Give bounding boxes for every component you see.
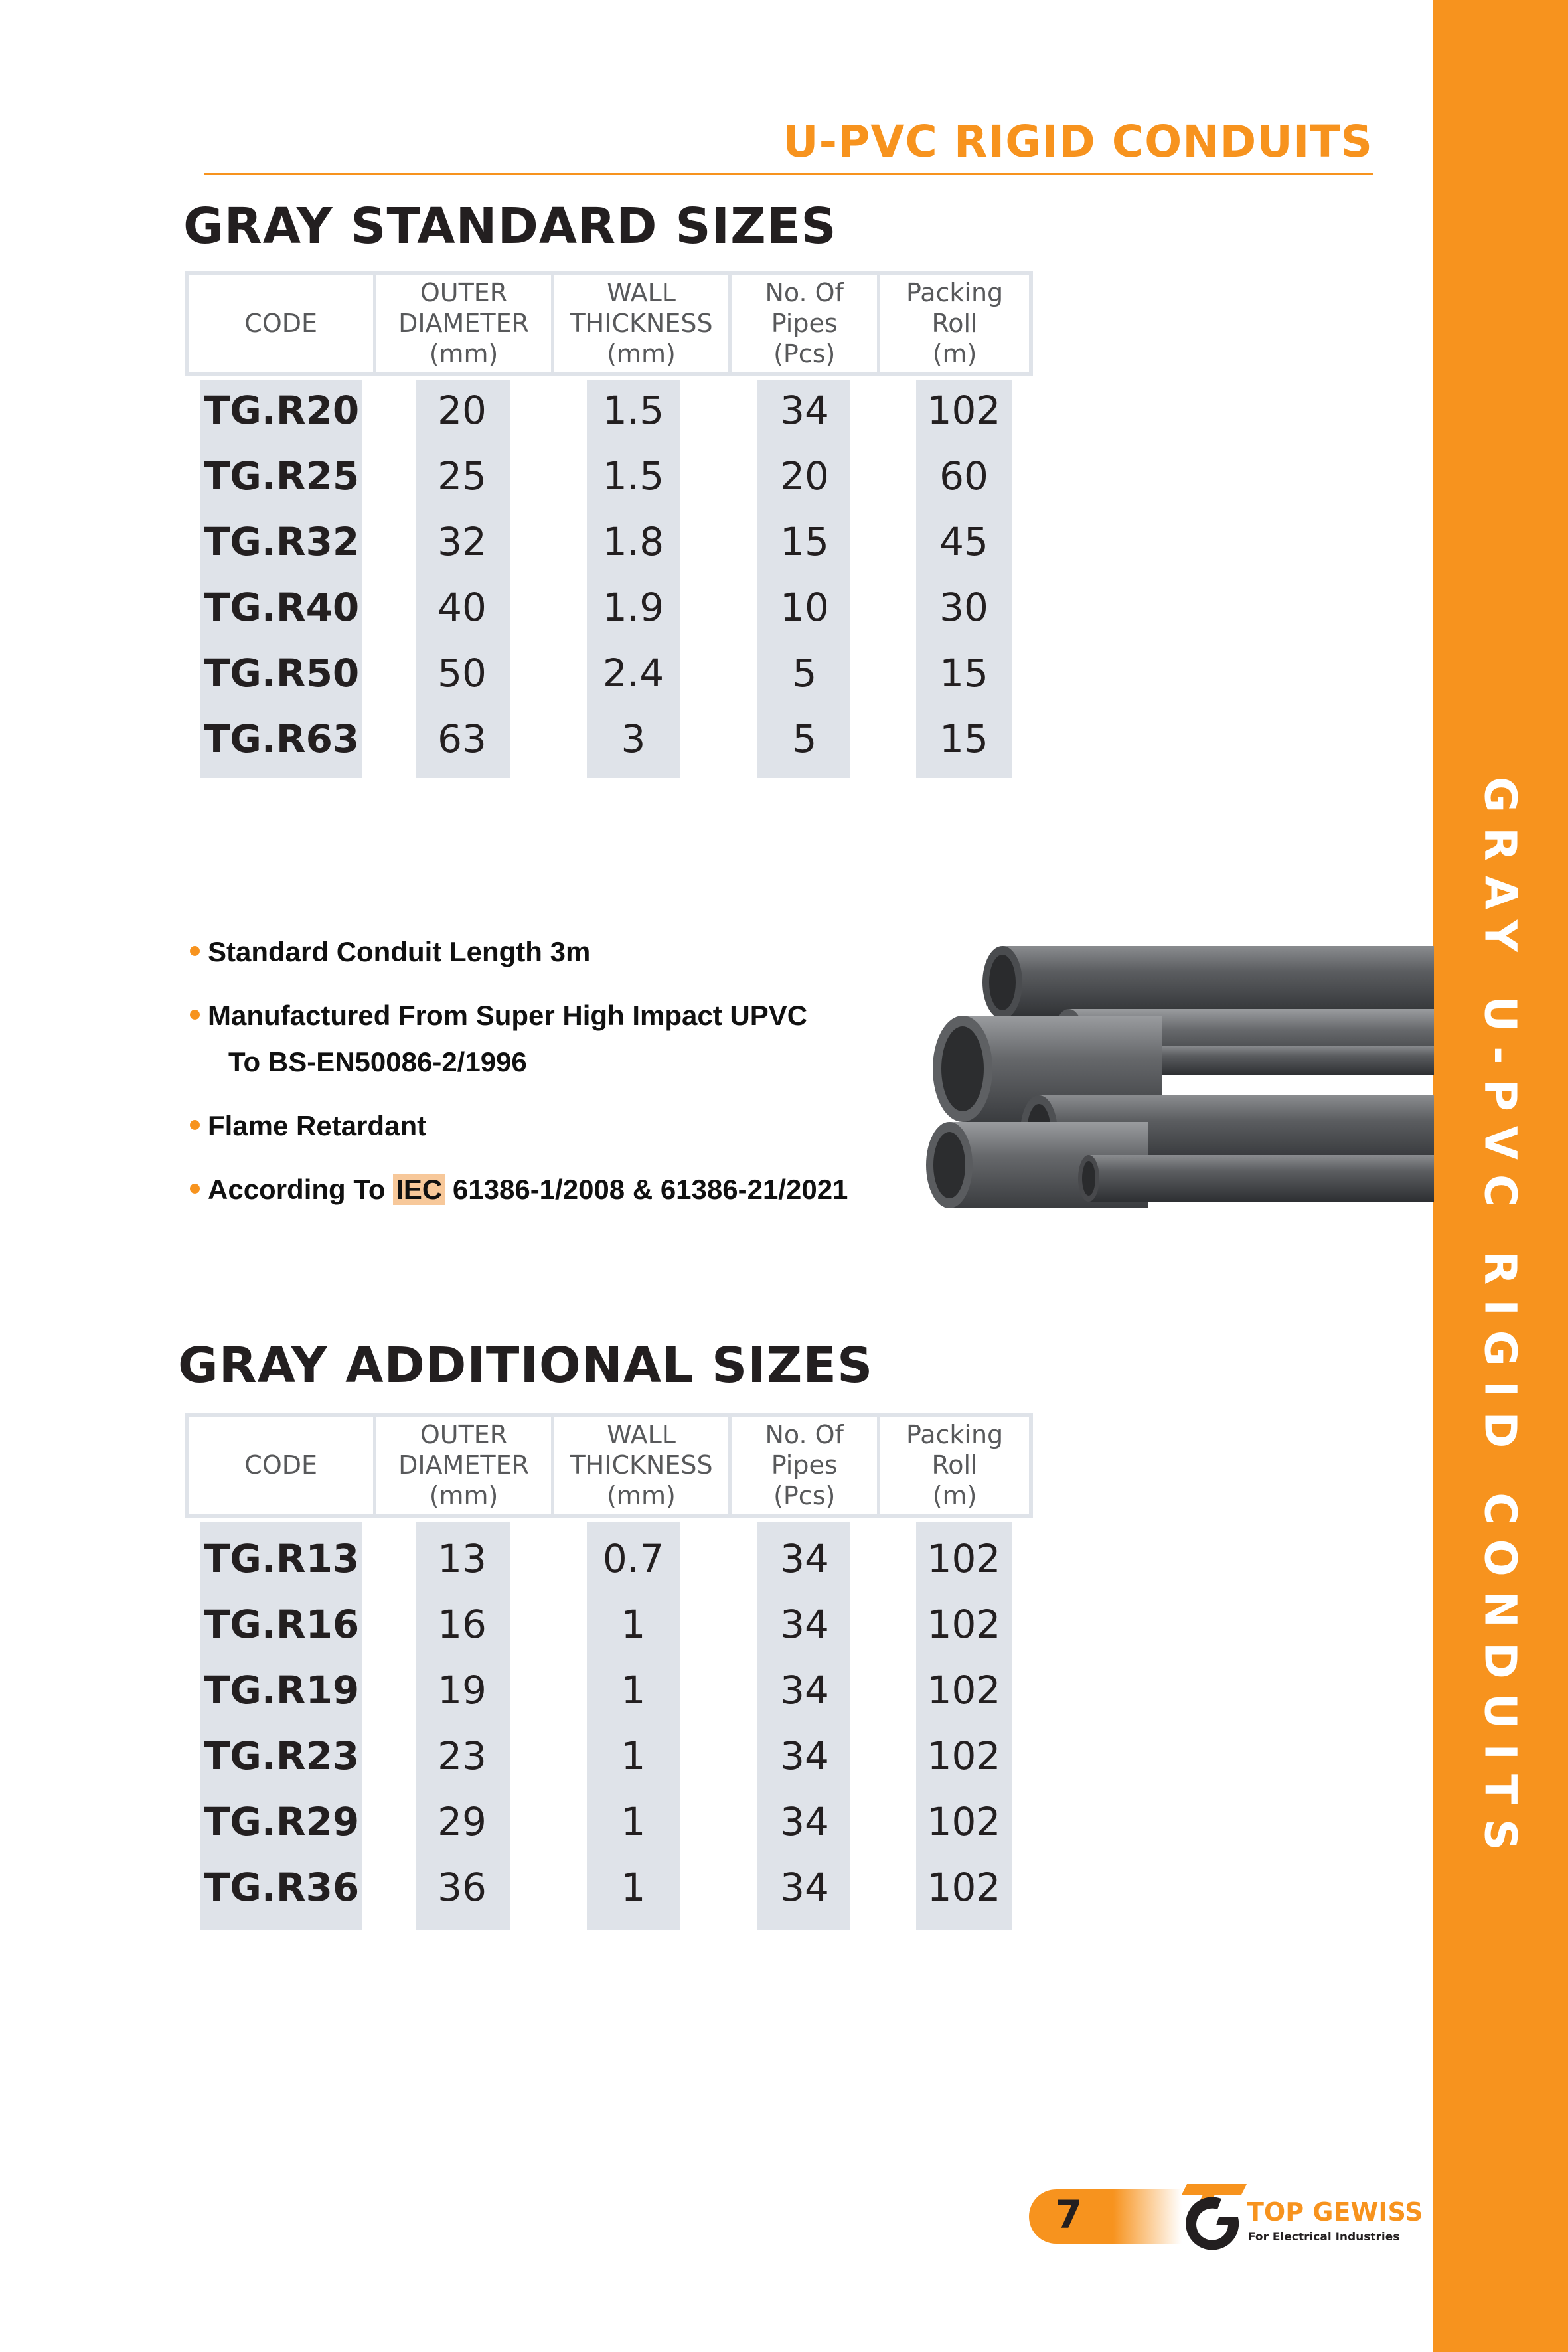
- page-header: [204, 113, 1373, 175]
- page-number: 7: [1056, 2192, 1083, 2237]
- product-code-cell: TG.R50: [203, 651, 360, 696]
- table-cell: 15: [780, 519, 829, 564]
- table-cell: 5: [792, 651, 817, 696]
- side-label: GRAY U-PVC RIGID CONDUITS: [1474, 777, 1526, 1865]
- table-cell: 10: [780, 585, 829, 630]
- feature-item: Standard Conduit Length 3m: [190, 936, 590, 968]
- table-cell: 1: [621, 1799, 646, 1844]
- feature-item: Flame Retardant: [190, 1110, 426, 1142]
- table-cell: 102: [927, 1602, 1001, 1647]
- table-cell: 34: [780, 388, 829, 433]
- brand-name: TOP GEWISS: [1247, 2197, 1423, 2227]
- table-cell: 23: [437, 1733, 487, 1778]
- product-code-cell: TG.R23: [203, 1733, 360, 1778]
- table-cell: 15: [939, 716, 988, 761]
- table-cell: 102: [927, 388, 1001, 433]
- product-code-cell: TG.R20: [203, 388, 360, 433]
- bullet-dot-icon: [190, 946, 200, 956]
- table-header: [185, 271, 1033, 376]
- column-header: Packing Roll (m): [906, 278, 1004, 368]
- table-cell: 20: [780, 453, 829, 499]
- table-cell: 29: [437, 1799, 487, 1844]
- table-cell: 60: [939, 453, 988, 499]
- table-cell: 63: [437, 716, 487, 761]
- iec-highlight: IEC: [393, 1174, 445, 1205]
- table-cell: 5: [792, 716, 817, 761]
- column-header: No. Of Pipes (Pcs): [732, 1417, 880, 1514]
- table-cell: 34: [780, 1865, 829, 1910]
- table-cell: 40: [437, 585, 487, 630]
- column-header: No. Of Pipes (Pcs): [732, 275, 880, 372]
- column-header: WALL THICKNESS (mm): [554, 275, 732, 372]
- table-cell: 30: [939, 585, 988, 630]
- table-cell: 102: [927, 1536, 1001, 1581]
- table-cell: 34: [780, 1602, 829, 1647]
- product-code-cell: TG.R36: [203, 1865, 360, 1910]
- column-header: Packing Roll (m): [906, 1420, 1004, 1510]
- product-code-cell: TG.R29: [203, 1799, 360, 1844]
- table-cell: 15: [939, 651, 988, 696]
- table-cell: 1: [621, 1668, 646, 1713]
- table-cell: 1.8: [602, 519, 665, 564]
- table-cell: 50: [437, 651, 487, 696]
- table-cell: 1.5: [602, 388, 665, 433]
- table-cell: 3: [621, 716, 646, 761]
- standard-sizes-title: GRAY STANDARD SIZES: [183, 198, 837, 255]
- table-cell: 34: [780, 1668, 829, 1713]
- feature-item: Manufactured From Super High Impact UPVC: [190, 1000, 807, 1032]
- column-header: WALL THICKNESS (mm): [554, 1417, 732, 1514]
- table-cell: 32: [437, 519, 487, 564]
- table-cell: 102: [927, 1668, 1001, 1713]
- column-header: CODE: [189, 275, 376, 372]
- column-header: OUTER DIAMETER (mm): [376, 1417, 554, 1514]
- table-cell: 25: [437, 453, 487, 499]
- table-cell: 102: [927, 1799, 1001, 1844]
- product-code-cell: TG.R63: [203, 716, 360, 761]
- table-cell: 1.9: [602, 585, 665, 630]
- table-cell: 34: [780, 1799, 829, 1844]
- brand-tagline: For Electrical Industries: [1248, 2231, 1400, 2244]
- bullet-dot-icon: [190, 1010, 200, 1020]
- top-gewiss-logo-icon: [1175, 2179, 1255, 2252]
- table-cell: 34: [780, 1733, 829, 1778]
- page-title: U-PVC RIGID CONDUITS: [783, 116, 1373, 167]
- bullet-dot-icon: [190, 1184, 200, 1194]
- table-cell: 19: [437, 1668, 487, 1713]
- table-cell: 20: [437, 388, 487, 433]
- table-cell: 102: [927, 1733, 1001, 1778]
- feature-item-continuation: To BS-EN50086-2/1996: [228, 1046, 527, 1077]
- product-code-cell: TG.R13: [203, 1536, 360, 1581]
- table-cell: 13: [437, 1536, 487, 1581]
- page-number-badge: [1029, 2189, 1182, 2244]
- bullet-dot-icon: [190, 1120, 200, 1130]
- product-code-cell: TG.R32: [203, 519, 360, 564]
- product-code-cell: TG.R25: [203, 453, 360, 499]
- product-code-cell: TG.R19: [203, 1668, 360, 1713]
- column-header: OUTER DIAMETER (mm): [376, 275, 554, 372]
- table-cell: 16: [437, 1602, 487, 1647]
- product-code-cell: TG.R16: [203, 1602, 360, 1647]
- column-header: CODE: [189, 1417, 376, 1514]
- table-cell: 1: [621, 1865, 646, 1910]
- additional-sizes-title: GRAY ADDITIONAL SIZES: [178, 1337, 874, 1394]
- conduit-pipes-illustration: [923, 936, 1434, 1215]
- table-cell: 1: [621, 1733, 646, 1778]
- table-header: [185, 1413, 1033, 1518]
- table-cell: 1.5: [602, 453, 665, 499]
- table-cell: 102: [927, 1865, 1001, 1910]
- table-cell: 2.4: [602, 651, 665, 696]
- table-cell: 45: [939, 519, 988, 564]
- table-cell: 0.7: [602, 1536, 665, 1581]
- table-cell: 1: [621, 1602, 646, 1647]
- product-code-cell: TG.R40: [203, 585, 360, 630]
- feature-item: According To IEC 61386-1/2008 & 61386-21/2021: [190, 1174, 848, 1206]
- table-cell: 36: [437, 1865, 487, 1910]
- table-cell: 34: [780, 1536, 829, 1581]
